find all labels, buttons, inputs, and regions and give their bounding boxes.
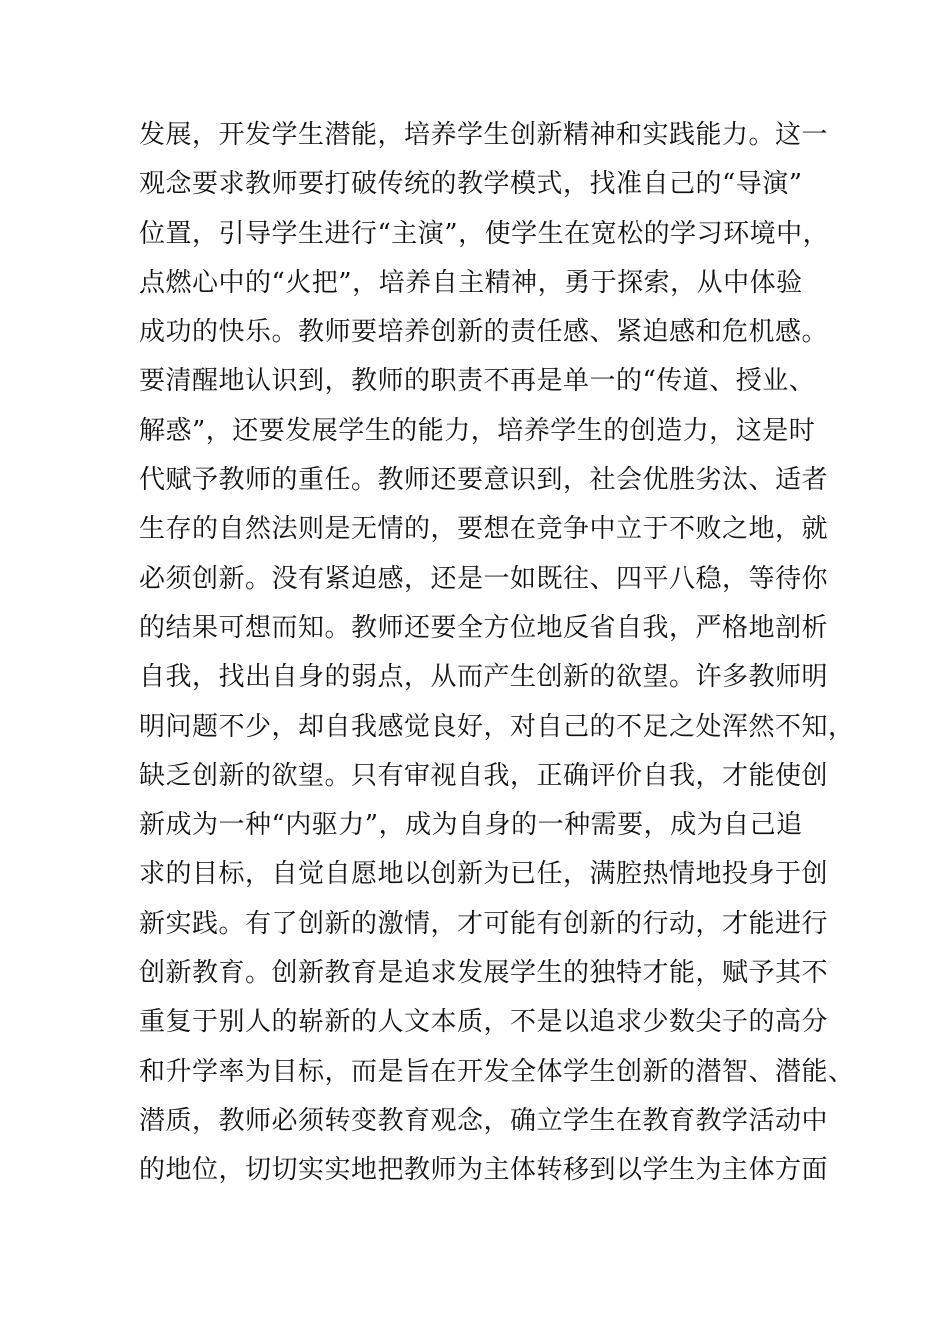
text-line: 观念要求教师要打破传统的教学模式，找准自己的“导演” bbox=[139, 169, 803, 200]
text-line: 的地位，切切实实地把教师为主体转移到以学生为主体方面 bbox=[139, 1155, 829, 1186]
text-line: 缺乏创新的欲望。只有审视自我，正确评价自我，才能使创 bbox=[139, 760, 829, 791]
text-line: 位置，引导学生进行“主演”，使学生在宽松的学习环境中， bbox=[139, 218, 830, 249]
text-line: 新实践。有了创新的激情，才可能有创新的行动，才能进行 bbox=[139, 908, 829, 939]
text-line: 必须创新。没有紧迫感，还是一如既往、四平八稳，等待你 bbox=[139, 563, 829, 594]
text-line: 和升学率为目标，而是旨在开发全体学生创新的潜智、潜能、 bbox=[139, 1056, 855, 1087]
text-line: 代赋予教师的重任。教师还要意识到，社会优胜劣汰、适者 bbox=[139, 465, 829, 496]
text-line: 成功的快乐。教师要培养创新的责任感、紧迫感和危机感。 bbox=[139, 317, 829, 348]
text-line: 新成为一种“内驱力”，成为自身的一种需要，成为自己追 bbox=[139, 810, 803, 841]
text-line: 的结果可想而知。教师还要全方位地反省自我，严格地剖析 bbox=[139, 612, 829, 643]
text-line: 点燃心中的“火把”，培养自主精神，勇于探索，从中体验 bbox=[139, 267, 803, 298]
text-line: 重复于别人的崭新的人文本质，不是以追求少数尖子的高分 bbox=[139, 1007, 829, 1038]
text-line: 明问题不少，却自我感觉良好，对自己的不足之处浑然不知， bbox=[139, 711, 855, 742]
text-line: 自我，找出自身的弱点，从而产生创新的欲望。许多教师明 bbox=[139, 662, 829, 693]
text-line: 潜质，教师必须转变教育观念，确立学生在教育教学活动中 bbox=[139, 1105, 829, 1136]
text-line: 解惑”，还要发展学生的能力，培养学生的创造力，这是时 bbox=[139, 415, 816, 446]
text-line: 发展，开发学生潜能，培养学生创新精神和实践能力。这一 bbox=[139, 120, 829, 150]
text-line: 创新教育。创新教育是追求发展学生的独特才能，赋予其不 bbox=[139, 958, 829, 989]
text-line: 要清醒地认识到，教师的职责不再是单一的“传道、授业、 bbox=[139, 366, 816, 397]
text-line: 生存的自然法则是无情的，要想在竞争中立于不败之地，就 bbox=[139, 514, 829, 545]
text-line: 求的目标，自觉自愿地以创新为已任，满腔热情地投身于创 bbox=[139, 859, 829, 890]
body-paragraph bbox=[139, 111, 855, 1196]
